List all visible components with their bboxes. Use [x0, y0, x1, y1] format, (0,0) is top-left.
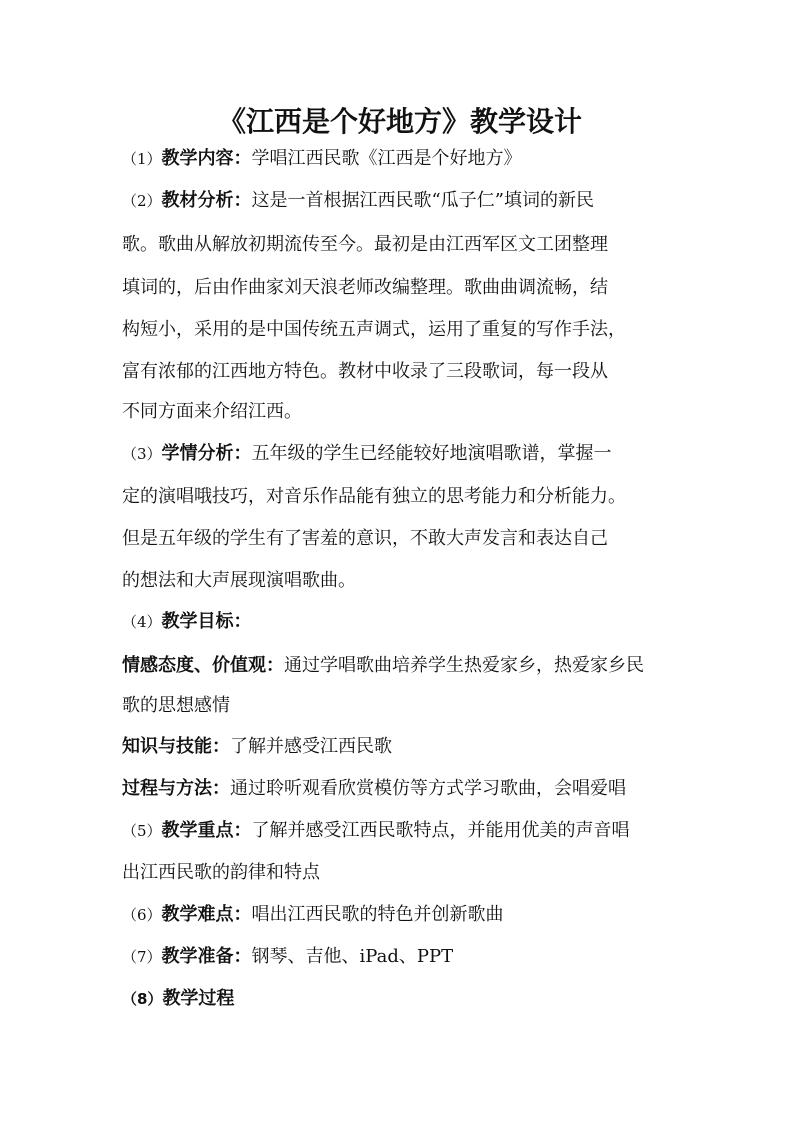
item-label: 教学内容：: [161, 148, 252, 169]
item-text-line: 歌的思想感情: [122, 695, 230, 716]
item-difficulties: [122, 903, 504, 927]
item-text: 五年级的学生已经能较好地演唱歌谱，掌握一: [251, 443, 612, 464]
item-label: 学情分析：: [161, 443, 252, 464]
item-number: （3）: [122, 445, 162, 463]
item-text: 了解并感受江西民歌特点，并能用优美的声音唱: [251, 820, 630, 841]
item-key-points: [122, 819, 630, 843]
item-number: （5）: [122, 822, 162, 840]
item-label: 过程与方法：: [122, 778, 230, 799]
item-process: [122, 987, 234, 1011]
item-label: 教学重点：: [161, 820, 252, 841]
objective-knowledge: [122, 735, 392, 759]
item-text: 这是一首根据江西民歌“瓜子仁”填词的新民: [251, 190, 594, 211]
item-text-line: 出江西民歌的韵律和特点: [122, 862, 320, 883]
item-content: [122, 147, 522, 171]
item-text: 学唱江西民歌《江西是个好地方》: [251, 148, 522, 169]
item-text-line: 的想法和大声展现演唱歌曲。: [122, 570, 356, 591]
item-number: （8）: [122, 990, 163, 1008]
item-label: 教学过程: [162, 988, 235, 1009]
item-label: 教学目标：: [161, 611, 252, 632]
item-text: 了解并感受江西民歌: [230, 736, 392, 757]
item-text-line: 填词的，后由作曲家刘天浪老师改编整理。歌曲曲调流畅，结: [122, 277, 608, 298]
item-number: （1）: [122, 150, 162, 168]
item-text: 钢琴、吉他、iPad、PPT: [251, 946, 454, 967]
item-text-line: 构短小，采用的是中国传统五声调式，运用了重复的写作手法，: [122, 319, 626, 340]
item-number: （4）: [122, 613, 162, 631]
item-analysis: [122, 189, 594, 213]
item-number: （2）: [122, 192, 162, 210]
objective-process: [122, 777, 626, 801]
item-label: 教材分析：: [161, 190, 252, 211]
item-text-line: 富有浓郁的江西地方特色。教材中收录了三段歌词，每一段从: [122, 361, 608, 382]
item-text: 通过聆听观看欣赏模仿等方式学习歌曲，会唱爱唱: [230, 778, 626, 799]
item-text-line: 歌。歌曲从解放初期流传至今。最初是由江西军区文工团整理: [122, 234, 608, 255]
item-label: 教学难点：: [161, 904, 252, 925]
item-label: 情感态度、价值观：: [122, 655, 284, 676]
item-text-line: 不同方面来介绍江西。: [122, 401, 302, 422]
item-objectives: [122, 610, 252, 634]
item-text-line: 定的演唱哦技巧，对音乐作品能有独立的思考能力和分析能力。: [122, 486, 626, 507]
item-text-line: 但是五年级的学生有了害羞的意识，不敢大声发言和表达自己: [122, 528, 608, 549]
item-student-analysis: [122, 442, 612, 466]
item-label: 教学准备：: [161, 946, 252, 967]
item-number: （6）: [122, 906, 162, 924]
page-title: 《江西是个好地方》教学设计: [217, 105, 582, 138]
item-preparation: [122, 945, 453, 969]
item-label: 知识与技能：: [122, 736, 230, 757]
item-text: 通过学唱歌曲培养学生热爱家乡，热爱家乡民: [284, 655, 644, 676]
item-text: 唱出江西民歌的特色并创新歌曲: [251, 904, 504, 925]
item-number: （7）: [122, 948, 162, 966]
objective-emotion: [122, 654, 644, 678]
